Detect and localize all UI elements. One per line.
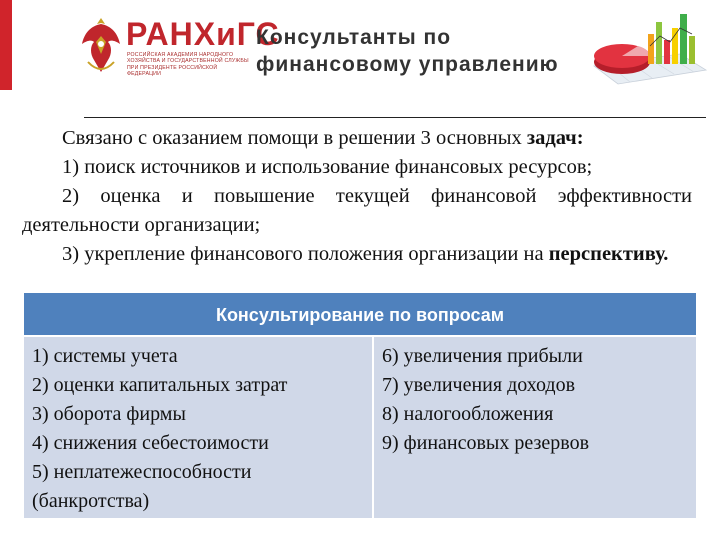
accent-bar (0, 0, 12, 90)
intro-lead: Связано с оказанием помощи в решении 3 основных (62, 127, 527, 149)
ranepa-logo (80, 14, 280, 82)
intro-line (22, 124, 692, 153)
task-item-3 (22, 240, 692, 269)
list-item: 5) неплатежеспособности (32, 461, 252, 483)
table-header: Консультирование по вопросам (24, 293, 696, 337)
title-line-1: Консультанты по (256, 26, 452, 49)
task-item-3-bold: перспективу. (548, 243, 669, 265)
list-item: 6) увеличения прибыли (382, 345, 583, 367)
header-divider (84, 117, 706, 118)
list-item: 7) увеличения доходов (382, 374, 576, 396)
table-column-right (374, 337, 696, 518)
list-item: 1) системы учета (32, 345, 178, 367)
task-item-2: 2) оценка и повышение текущей финансовой эффективности деятельности организации; (22, 185, 692, 236)
title-line-2: финансовому управлению (256, 53, 559, 76)
list-item: 8) налогообложения (382, 403, 554, 425)
list-item: (банкротства) (32, 490, 150, 512)
table-column-left (24, 337, 372, 518)
task-item-1: 1) поиск источников и использование финансовых ресурсов; (62, 156, 593, 178)
page-title (256, 24, 596, 78)
task-item-3-text: 3) укрепление финансового положения организации на (62, 243, 549, 265)
brand-subtitle: РОССИЙСКАЯ АКАДЕМИЯ НАРОДНОГО ХОЗЯЙСТВА И ГОСУДАРСТВЕННОЙ СЛУЖБЫ ПРИ ПРЕЗИДЕНТЕ РОССИЙСКОЙ ФЕДЕРАЦИИ (127, 52, 249, 78)
brand-name: РАНХиГС (126, 16, 280, 52)
list-item: 2) оценки капитальных затрат (32, 374, 288, 396)
eagle-emblem-icon (80, 14, 122, 78)
chart-icon (588, 6, 710, 94)
intro-lead-bold: задач: (526, 127, 584, 149)
list-item: 4) снижения себестоимости (32, 432, 269, 454)
consulting-table (24, 293, 696, 518)
intro-text (22, 124, 692, 269)
list-item: 9) финансовых резервов (382, 432, 590, 454)
list-item: 3) оборота фирмы (32, 403, 186, 425)
